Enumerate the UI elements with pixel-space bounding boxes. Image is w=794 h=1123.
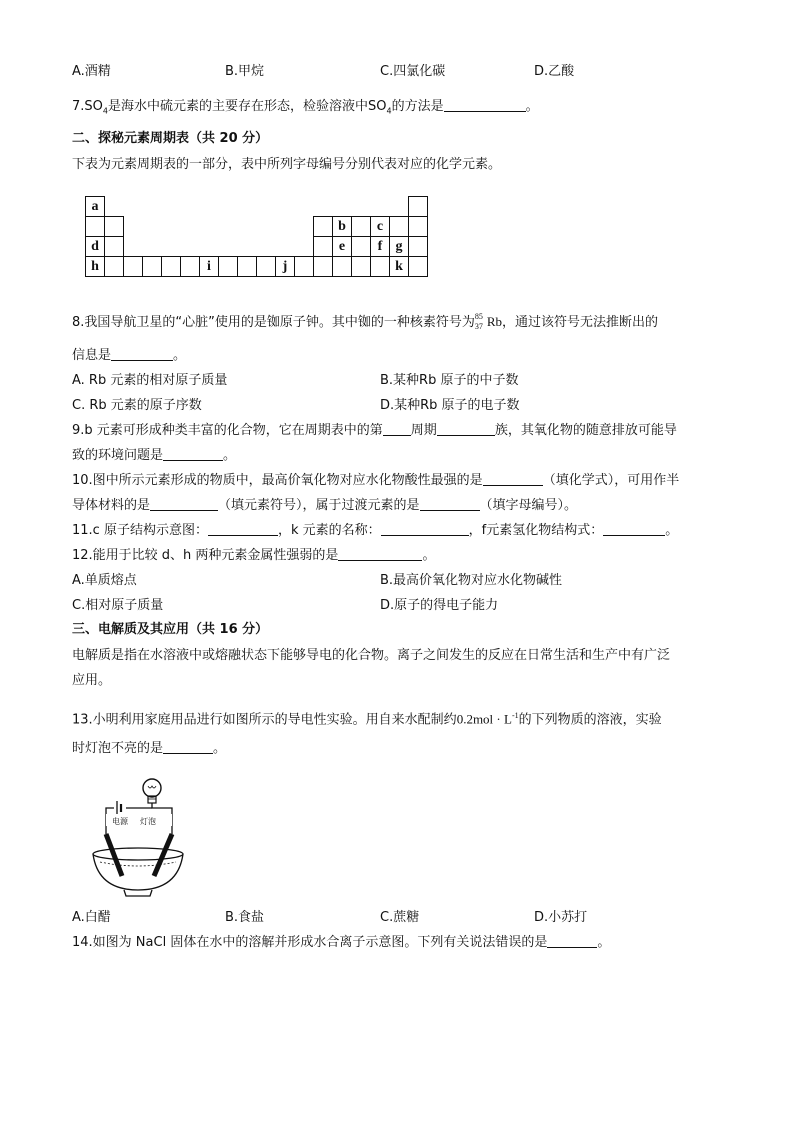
answer-blank[interactable] bbox=[437, 421, 495, 436]
cell-b: b bbox=[333, 217, 352, 237]
question-11: 11.c 原子结构示意图： ，k 元素的名称： ，f元素氢化物结构式： 。 bbox=[72, 523, 679, 538]
answer-blank[interactable] bbox=[150, 496, 218, 511]
answer-blank[interactable] bbox=[163, 446, 223, 461]
section-intro-line2: 应用。 bbox=[72, 673, 112, 688]
answer-blank[interactable] bbox=[208, 521, 278, 536]
question-9-line2: 致的环境问题是 。 bbox=[72, 448, 237, 463]
question-10: 10.图中所示元素形成的物质中，最高价氧化物对应水化物酸性最强的是 （填化学式），可用作半 bbox=[72, 473, 680, 488]
option-a: A.酒精 bbox=[72, 64, 111, 79]
option-a: A.单质熔点 bbox=[72, 573, 137, 588]
question-10-line2: 导体材料的是 （填元素符号），属于过渡元素的是 （填字母编号）。 bbox=[72, 498, 578, 513]
question-8-line2: 信息是 。 bbox=[72, 348, 187, 363]
cell-d: d bbox=[86, 237, 105, 257]
option-c: C.蔗糖 bbox=[380, 910, 420, 925]
option-b: B.甲烷 bbox=[225, 64, 265, 79]
section-intro: 电解质是指在水溶液中或熔融状态下能够导电的化合物。离子之间发生的反应在日常生活和生产中有广泛 bbox=[72, 648, 671, 663]
light-bulb-icon bbox=[143, 779, 161, 803]
question-8: 8.我国导航卫星的“心脏”使用的是铷原子钟。其中铷的一种核素符号为 85 37 Rb，通过该符号无法推断出的 bbox=[72, 312, 659, 331]
bowl-icon bbox=[93, 848, 183, 896]
answer-blank[interactable] bbox=[338, 546, 422, 561]
cell-c: c bbox=[371, 217, 390, 237]
cell-a: a bbox=[86, 197, 105, 217]
question-13: 13.小明利用家庭用品进行如图所示的导电性实验。用自来水配制约$0.2mol \cdot L^{-1}$的下列物质的溶液，实验 bbox=[72, 711, 662, 728]
option-d: D.某种Rb 原子的电子数 bbox=[380, 398, 520, 413]
conductivity-experiment-figure bbox=[88, 772, 188, 900]
option-d: D.乙酸 bbox=[534, 64, 575, 79]
cell-g: g bbox=[390, 237, 409, 257]
cell bbox=[409, 197, 428, 217]
answer-blank[interactable] bbox=[111, 346, 173, 361]
bulb-label: 灯泡 bbox=[140, 817, 156, 826]
periodic-table bbox=[85, 196, 428, 277]
cell-j: j bbox=[276, 257, 295, 277]
section-title: 二、探秘元素周期表（共 20 分） bbox=[72, 131, 269, 146]
answer-blank[interactable] bbox=[163, 739, 213, 754]
option-c: C. Rb 元素的原子序数 bbox=[72, 398, 202, 413]
cell-h: h bbox=[86, 257, 105, 277]
option-b: B.某种Rb 原子的中子数 bbox=[380, 373, 519, 388]
option-b: B.食盐 bbox=[225, 910, 265, 925]
question-14: 14.如图为 NaCl 固体在水中的溶解并形成水合离子示意图。下列有关说法错误的是 。 bbox=[72, 935, 611, 950]
cell-f: f bbox=[371, 237, 390, 257]
question-13-line2: 时灯泡不亮的是 。 bbox=[72, 741, 227, 756]
cell-k: k bbox=[390, 257, 409, 277]
option-c: C.四氯化碳 bbox=[380, 64, 446, 79]
cell-i: i bbox=[200, 257, 219, 277]
answer-blank[interactable] bbox=[420, 496, 480, 511]
answer-blank[interactable] bbox=[444, 97, 526, 112]
answer-blank[interactable] bbox=[383, 421, 411, 436]
section-title: 三、电解质及其应用（共 16 分） bbox=[72, 622, 269, 637]
question-12: 12.能用于比较 d、h 两种元素金属性强弱的是 。 bbox=[72, 548, 436, 563]
answer-blank[interactable] bbox=[603, 521, 665, 536]
option-a: A.白醋 bbox=[72, 910, 111, 925]
battery-icon bbox=[114, 801, 126, 815]
question-9: 9.b 元素可形成种类丰富的化合物，它在周期表中的第 周期 族，其氧化物的随意排放可能导 bbox=[72, 423, 677, 438]
answer-blank[interactable] bbox=[547, 933, 597, 948]
option-d: D.原子的得电子能力 bbox=[380, 598, 499, 613]
cell-e: e bbox=[333, 237, 352, 257]
option-a: A. Rb 元素的相对原子质量 bbox=[72, 373, 228, 388]
answer-blank[interactable] bbox=[483, 471, 543, 486]
section-intro: 下表为元素周期表的一部分，表中所列字母编号分别代表对应的化学元素。 bbox=[72, 157, 502, 172]
answer-blank[interactable] bbox=[381, 521, 469, 536]
option-b: B.最高价氧化物对应水化物碱性 bbox=[380, 573, 563, 588]
option-c: C.相对原子质量 bbox=[72, 598, 164, 613]
question-7: $7.SO_4$是海水中硫元素的主要存在形态，检验溶液中$SO_4$的方法是 。 bbox=[72, 99, 539, 116]
power-label: 电源 bbox=[112, 817, 128, 826]
option-d: D.小苏打 bbox=[534, 910, 588, 925]
